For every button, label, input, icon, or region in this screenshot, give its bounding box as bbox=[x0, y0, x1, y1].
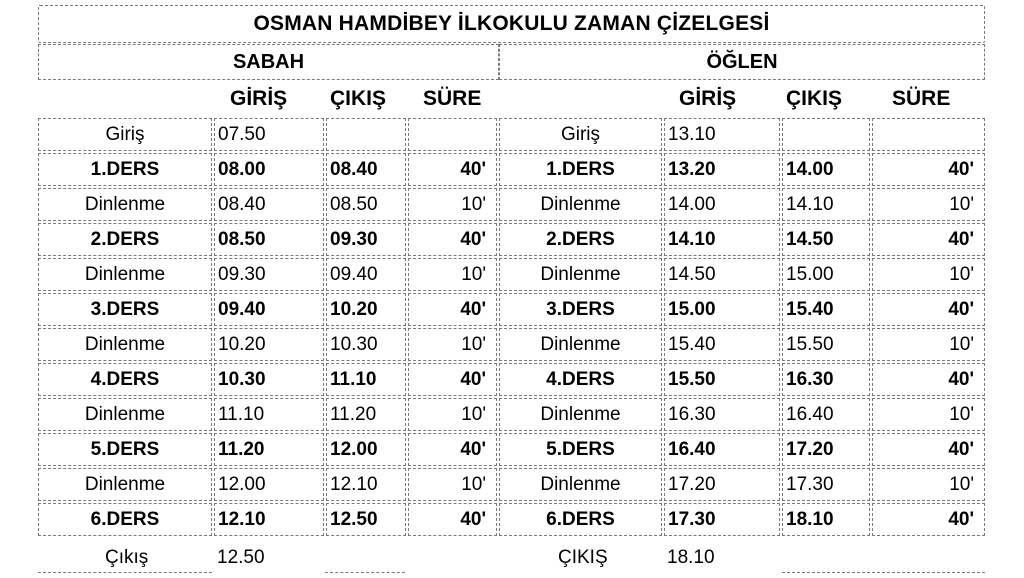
cell-morning-start: 08.00 bbox=[214, 153, 324, 186]
cell-afternoon-label: Dinlenme bbox=[499, 188, 662, 221]
cell-morning-end: 09.30 bbox=[326, 223, 406, 256]
cell-afternoon-start: 14.00 bbox=[664, 188, 780, 221]
cell-afternoon-label: 3.DERS bbox=[499, 293, 662, 326]
cell-afternoon-end: 15.50 bbox=[782, 328, 870, 361]
exit-label-morning: Çıkış bbox=[105, 547, 149, 568]
page-title: OSMAN HAMDİBEY İLKOKULU ZAMAN ÇİZELGESİ bbox=[38, 5, 985, 43]
cell-morning-duration: 40' bbox=[408, 293, 497, 326]
cell-morning-label: Dinlenme bbox=[38, 468, 212, 501]
cell-morning-start: 12.00 bbox=[214, 468, 324, 501]
header-afternoon-cikis: ÇIKIŞ bbox=[786, 87, 843, 110]
cell-morning-end: 08.50 bbox=[326, 188, 406, 221]
cell-afternoon-end: 17.30 bbox=[782, 468, 870, 501]
cell-afternoon-label: Dinlenme bbox=[499, 258, 662, 291]
cell-morning-label: Giriş bbox=[38, 118, 212, 151]
section-morning: SABAH bbox=[38, 44, 499, 80]
cell-morning-duration: 40' bbox=[408, 223, 497, 256]
cell-morning-duration: 10' bbox=[408, 328, 497, 361]
cell-afternoon-start: 16.30 bbox=[664, 398, 780, 431]
cell-morning-start: 08.40 bbox=[214, 188, 324, 221]
cell-morning-duration: 40' bbox=[408, 153, 497, 186]
cell-afternoon-end: 15.40 bbox=[782, 293, 870, 326]
header-afternoon-giris: GİRİŞ bbox=[679, 87, 737, 110]
cell-afternoon-start: 15.50 bbox=[664, 363, 780, 396]
cell-afternoon-start: 13.20 bbox=[664, 153, 780, 186]
cell-morning-end: 12.50 bbox=[326, 503, 406, 536]
cell-afternoon-start: 15.40 bbox=[664, 328, 780, 361]
cell-afternoon-duration: 10' bbox=[872, 468, 985, 501]
cell-afternoon-start: 14.50 bbox=[664, 258, 780, 291]
cell-morning-duration: 10' bbox=[408, 188, 497, 221]
cell-morning-label: 1.DERS bbox=[38, 153, 212, 186]
cell-morning-duration: 10' bbox=[408, 398, 497, 431]
cell-morning-duration: 40' bbox=[408, 433, 497, 466]
cell-afternoon-label: 5.DERS bbox=[499, 433, 662, 466]
cell-afternoon-duration: 10' bbox=[872, 398, 985, 431]
cell-morning-label: 3.DERS bbox=[38, 293, 212, 326]
cell-morning-start: 10.30 bbox=[214, 363, 324, 396]
bottom-border-fragment bbox=[325, 572, 405, 578]
header-afternoon-sure: SÜRE bbox=[892, 87, 951, 110]
cell-morning-duration: 40' bbox=[408, 503, 497, 536]
exit-time-afternoon: 18.10 bbox=[667, 547, 715, 568]
cell-afternoon-label: 2.DERS bbox=[499, 223, 662, 256]
cell-afternoon-start: 17.30 bbox=[664, 503, 780, 536]
cell-afternoon-label: 6.DERS bbox=[499, 503, 662, 536]
header-morning-giris: GİRİŞ bbox=[230, 87, 288, 110]
cell-morning-duration: 40' bbox=[408, 363, 497, 396]
cell-morning-start: 09.40 bbox=[214, 293, 324, 326]
cell-morning-label: 6.DERS bbox=[38, 503, 212, 536]
cell-afternoon-label: Giriş bbox=[499, 118, 662, 151]
bottom-border-fragment bbox=[782, 572, 870, 578]
cell-morning-end: 10.30 bbox=[326, 328, 406, 361]
cell-morning-start: 09.30 bbox=[214, 258, 324, 291]
exit-time-morning: 12.50 bbox=[217, 547, 265, 568]
cell-afternoon-duration: 10' bbox=[872, 258, 985, 291]
cell-afternoon-start: 17.20 bbox=[664, 468, 780, 501]
exit-label-afternoon: ÇIKIŞ bbox=[558, 547, 608, 568]
cell-afternoon-start: 13.10 bbox=[664, 118, 780, 151]
cell-afternoon-duration: 40' bbox=[872, 433, 985, 466]
cell-morning-label: 5.DERS bbox=[38, 433, 212, 466]
cell-afternoon-duration: 40' bbox=[872, 503, 985, 536]
cell-afternoon-duration: 10' bbox=[872, 188, 985, 221]
cell-morning-start: 10.20 bbox=[214, 328, 324, 361]
cell-morning-end: 09.40 bbox=[326, 258, 406, 291]
cell-afternoon-end: 14.50 bbox=[782, 223, 870, 256]
cell-afternoon-duration: 40' bbox=[872, 153, 985, 186]
cell-morning-duration: 10' bbox=[408, 258, 497, 291]
cell-afternoon-duration: 40' bbox=[872, 363, 985, 396]
cell-afternoon-duration: 40' bbox=[872, 223, 985, 256]
cell-afternoon-label: Dinlenme bbox=[499, 328, 662, 361]
cell-afternoon-end: 17.20 bbox=[782, 433, 870, 466]
cell-morning-start: 08.50 bbox=[214, 223, 324, 256]
section-afternoon: ÖĞLEN bbox=[499, 44, 985, 80]
cell-morning-start: 12.10 bbox=[214, 503, 324, 536]
header-morning-cikis: ÇIKIŞ bbox=[330, 87, 387, 110]
cell-afternoon-end bbox=[782, 118, 870, 151]
cell-morning-label: 4.DERS bbox=[38, 363, 212, 396]
cell-morning-end bbox=[326, 118, 406, 151]
cell-afternoon-label: 4.DERS bbox=[499, 363, 662, 396]
cell-morning-end: 12.00 bbox=[326, 433, 406, 466]
cell-morning-start: 11.10 bbox=[214, 398, 324, 431]
cell-afternoon-start: 15.00 bbox=[664, 293, 780, 326]
cell-morning-label: Dinlenme bbox=[38, 258, 212, 291]
cell-afternoon-end: 14.10 bbox=[782, 188, 870, 221]
cell-morning-end: 12.10 bbox=[326, 468, 406, 501]
cell-morning-label: Dinlenme bbox=[38, 188, 212, 221]
cell-morning-label: 2.DERS bbox=[38, 223, 212, 256]
cell-afternoon-duration bbox=[872, 118, 985, 151]
cell-morning-end: 11.20 bbox=[326, 398, 406, 431]
cell-afternoon-end: 14.00 bbox=[782, 153, 870, 186]
cell-morning-end: 10.20 bbox=[326, 293, 406, 326]
cell-afternoon-label: 1.DERS bbox=[499, 153, 662, 186]
cell-morning-end: 08.40 bbox=[326, 153, 406, 186]
cell-morning-end: 11.10 bbox=[326, 363, 406, 396]
cell-morning-label: Dinlenme bbox=[38, 398, 212, 431]
cell-afternoon-duration: 40' bbox=[872, 293, 985, 326]
cell-morning-label: Dinlenme bbox=[38, 328, 212, 361]
cell-morning-start: 07.50 bbox=[214, 118, 324, 151]
cell-afternoon-label: Dinlenme bbox=[499, 468, 662, 501]
cell-afternoon-start: 14.10 bbox=[664, 223, 780, 256]
bottom-border-fragment bbox=[38, 572, 212, 578]
cell-morning-duration: 10' bbox=[408, 468, 497, 501]
cell-morning-start: 11.20 bbox=[214, 433, 324, 466]
cell-morning-duration bbox=[408, 118, 497, 151]
cell-afternoon-start: 16.40 bbox=[664, 433, 780, 466]
cell-afternoon-duration: 10' bbox=[872, 328, 985, 361]
bottom-border-fragment bbox=[872, 572, 985, 578]
cell-afternoon-end: 16.40 bbox=[782, 398, 870, 431]
header-morning-sure: SÜRE bbox=[423, 87, 482, 110]
cell-afternoon-end: 15.00 bbox=[782, 258, 870, 291]
cell-afternoon-end: 18.10 bbox=[782, 503, 870, 536]
cell-afternoon-label: Dinlenme bbox=[499, 398, 662, 431]
cell-afternoon-end: 16.30 bbox=[782, 363, 870, 396]
